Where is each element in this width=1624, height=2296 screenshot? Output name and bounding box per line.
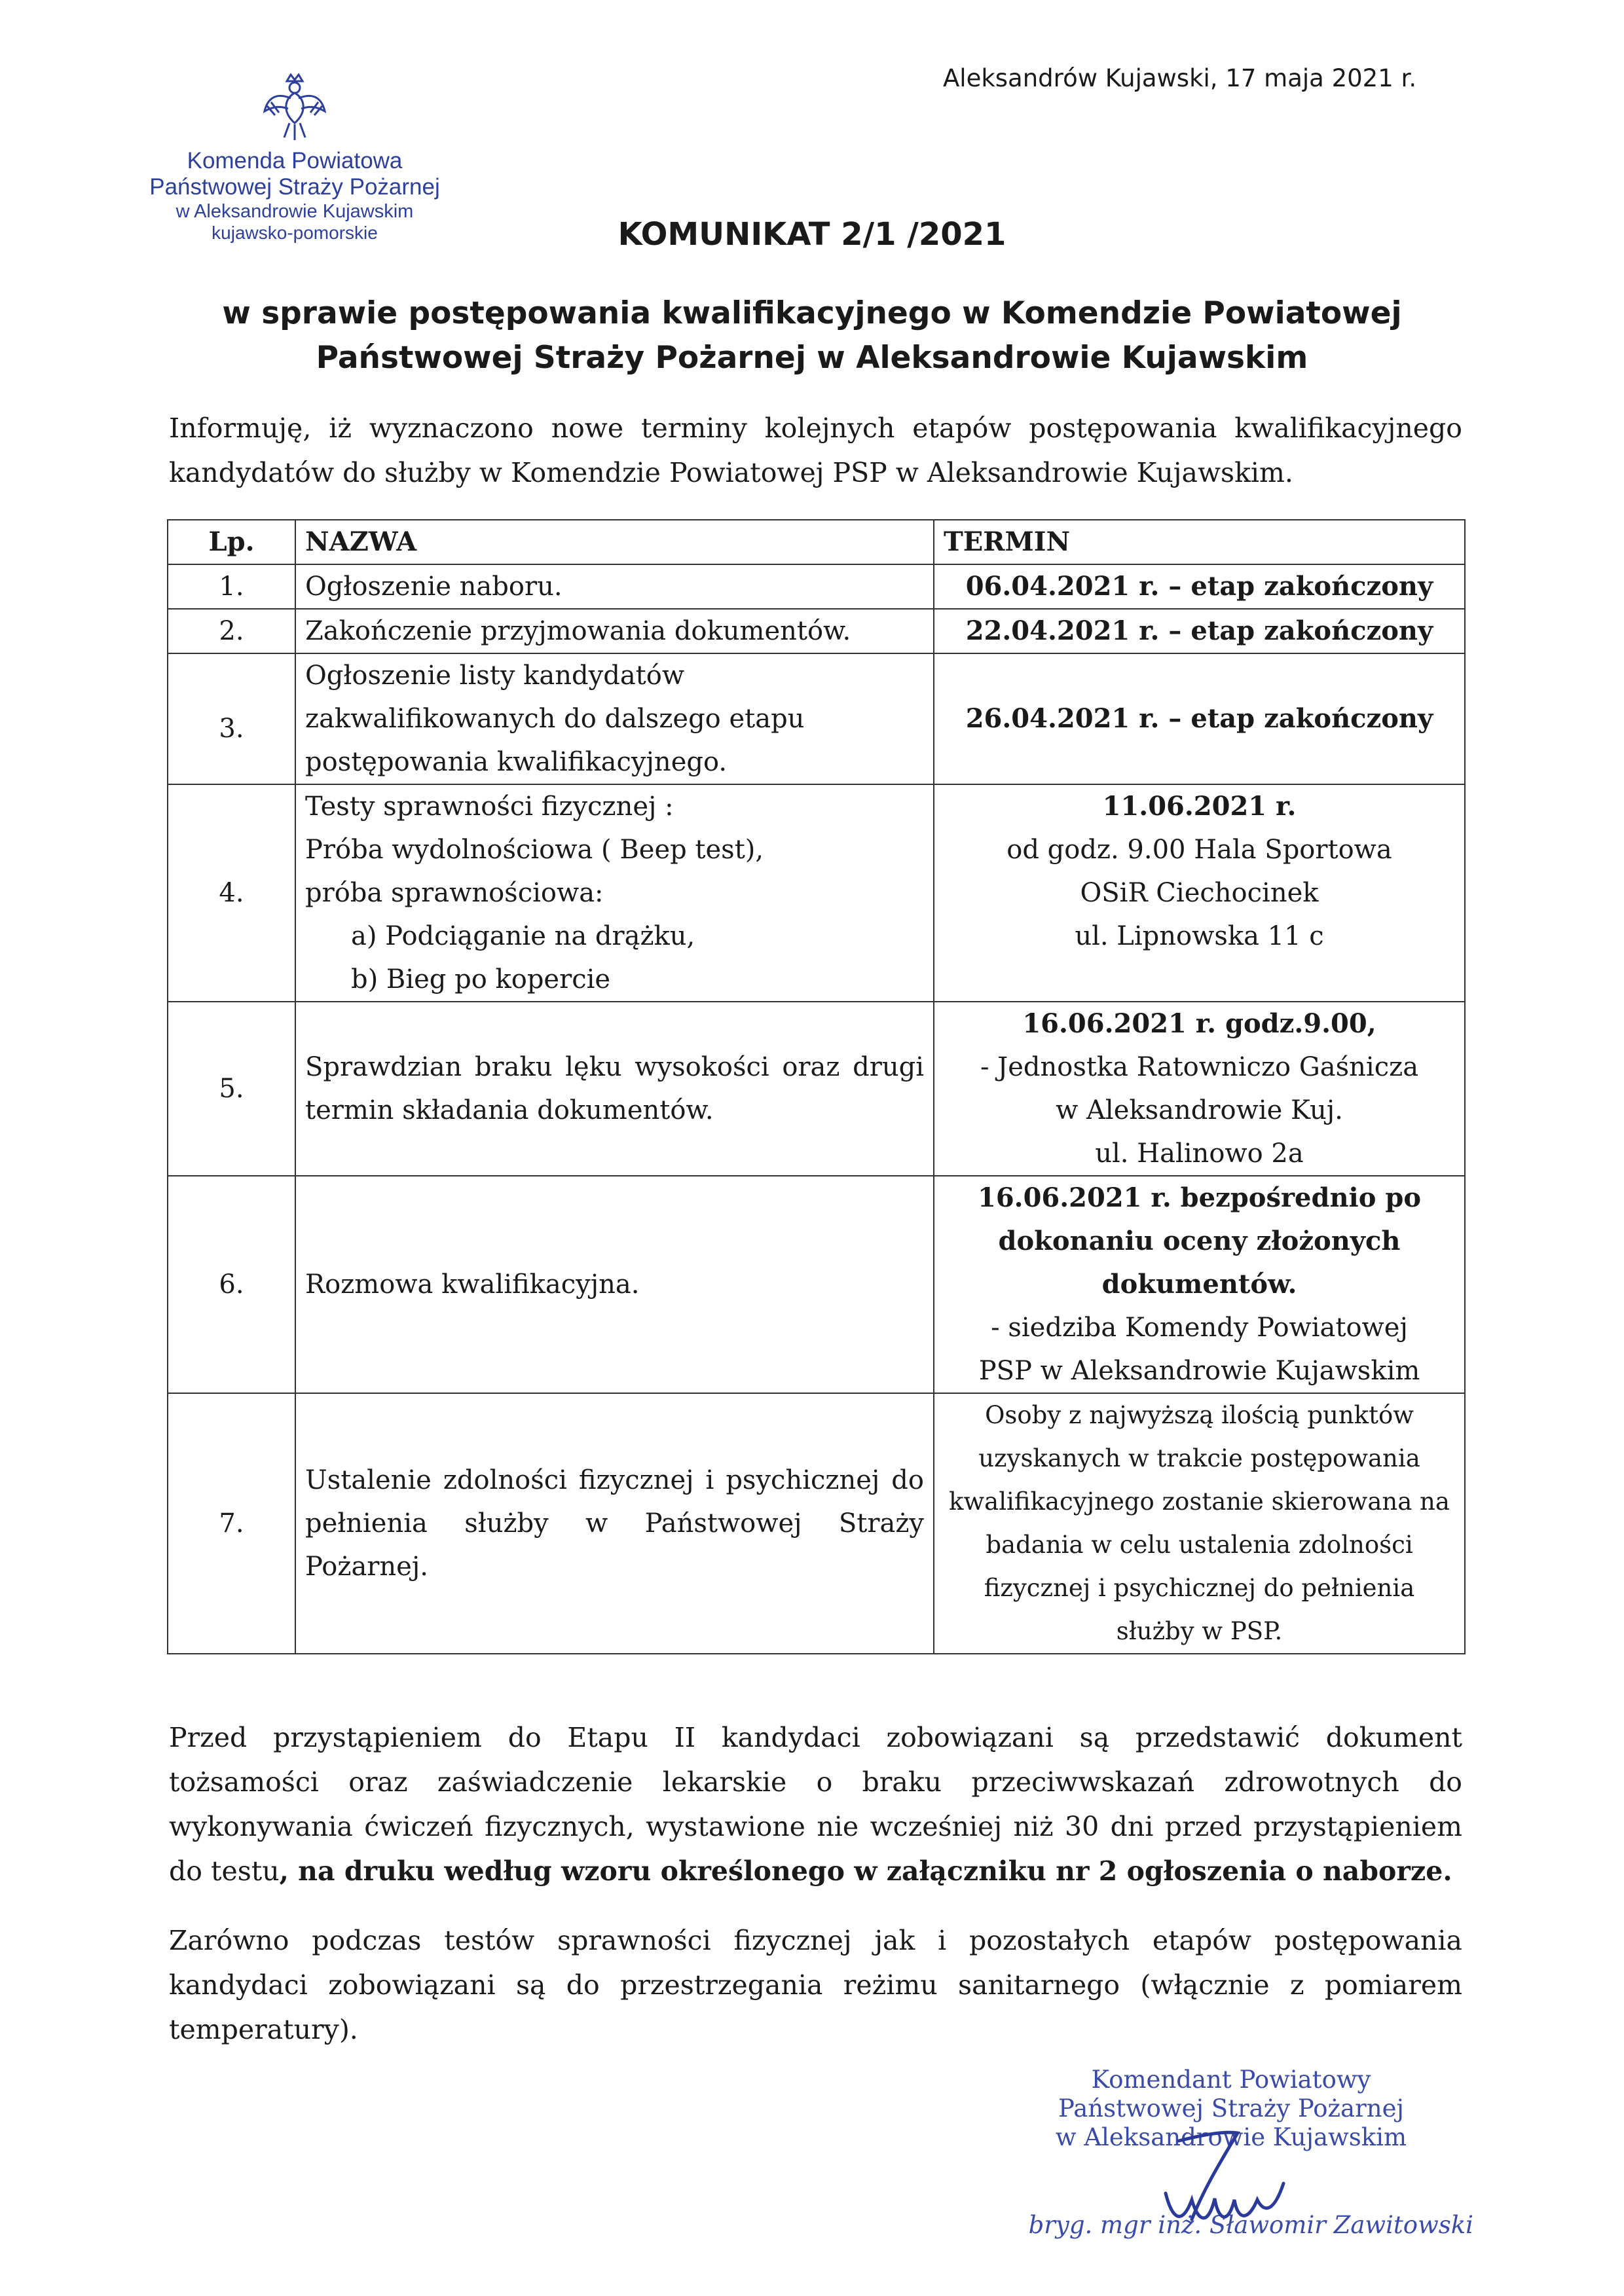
requirements-paragraph [169,1715,1462,1893]
stamp-line-1: Komenda Powiatowa [187,148,403,173]
row-term-line: badania w celu ustalenia zdolności [986,1531,1413,1559]
table-row [168,1393,1465,1654]
row-term-date: 16.06.2021 r. godz.9.00, [1022,1008,1376,1039]
row-name: Sprawdzian braku lęku wysokości oraz drugi termin składania dokumentów. [295,1002,934,1176]
row-lp: 4. [168,784,295,1002]
row-name: Zakończenie przyjmowania dokumentów. [295,609,934,653]
handwritten-signature-icon [1153,2121,1303,2239]
row-name: Ustalenie zdolności fizycznej i psychicznej do pełnienia służby w Państwowej Straży Pożarnej. [295,1393,934,1654]
row-term: 22.04.2021 r. – etap zakończony [934,609,1465,653]
row-name-line: postępowania kwalifikacyjnego. [305,747,728,777]
document-title: KOMUNIKAT 2/1 /2021 [618,216,1006,253]
row-term: 06.04.2021 r. – etap zakończony [934,564,1465,609]
row-name: Rozmowa kwalifikacyjna. [295,1176,934,1393]
stamp-line-4: kujawsko-pomorskie [212,223,378,243]
row-term-line: od godz. 9.00 Hala Sportowa [1006,835,1392,865]
signature-line-3: w Aleksandrowie Kujawskim [1055,2123,1407,2151]
row-name-line: Testy sprawności fizycznej : [305,792,674,822]
stamp-line-3: w Aleksandrowie Kujawskim [175,201,414,222]
row-name-line: Ogłoszenie listy kandydatów [305,661,685,691]
row-term-line: - Jednostka Ratowniczo Gaśnicza [980,1052,1419,1082]
row-name [295,784,934,1002]
row-term: 26.04.2021 r. – etap zakończony [934,653,1465,784]
table-row [168,564,1465,609]
row-term [934,1176,1465,1393]
table-header-row [168,520,1465,564]
row-term-date: dokonaniu oceny złożonych [998,1226,1401,1256]
schedule-table [167,519,1466,1654]
row-term-date: 11.06.2021 r. [1102,791,1297,822]
row-name-line: zakwalifikowanych do dalszego etapu [305,704,805,734]
row-term-line: uzyskanych w trakcie postępowania [978,1444,1420,1472]
row-term-date: dokumentów. [1101,1269,1297,1300]
row-term-line: ul. Lipnowska 11 c [1075,921,1324,951]
table-row [168,609,1465,653]
date-line: Aleksandrów Kujawski, 17 maja 2021 r. [943,64,1417,92]
row-lp: 7. [168,1393,295,1654]
signatory-name: bryg. mgr inż. Sławomir Zawitowski [1028,2211,1473,2239]
signature-line-1: Komendant Powiatowy [1091,2066,1371,2094]
row-name-line: Próba wydolnościowa ( Beep test), [305,835,764,865]
intro-paragraph: Informuję, iż wyznaczono nowe terminy kolejnych etapów postępowania kwalifikacyjnego kandydatów do służby w Komendzie Powiatowej PSP w Aleksandrowie Kujawskim. [169,412,1462,488]
row-term-line: PSP w Aleksandrowie Kujawskim [978,1356,1420,1386]
row-lp: 2. [168,609,295,653]
row-term-line: służby w PSP. [1116,1617,1283,1645]
row-term-line: - siedziba Komendy Powiatowej [991,1313,1408,1343]
row-term-line: w Aleksandrowie Kuj. [1056,1095,1343,1125]
row-name: Ogłoszenie naboru. [295,564,934,609]
table-row [168,1176,1465,1393]
signature-line-2: Państwowej Straży Pożarnej [1058,2094,1404,2123]
row-lp: 3. [168,653,295,784]
row-term-date: 16.06.2021 r. bezpośrednio po [977,1182,1421,1213]
table-row [168,1002,1465,1176]
row-term-line: kwalifikacyjnego zostanie skierowana na [949,1487,1450,1516]
requirements-text: Przed przystąpieniem do Etapu II kandydaci zobowiązani są przedstawić dokument tożsamości oraz zaświadczenie lekarskie o braku przeciwwskazań zdrowotnych do wykonywania ćwiczeń fizycznych, wystawione nie wcześniej niż 30 dni przed przystąpieniem do testu [169,1722,1462,1887]
row-term-line: fizycznej i psychicznej do pełnienia [984,1574,1415,1602]
row-sub-item: b) Bieg po kopercie [351,964,611,994]
row-term [934,1393,1465,1654]
row-name-line: próba sprawnościowa: [305,878,604,908]
row-sub-item: a) Podciąganie na drążku, [351,921,695,951]
row-term-line: ul. Halinowo 2a [1095,1139,1304,1169]
sanitary-paragraph: Zarówno podczas testów sprawności fizycznej jak i pozostałych etapów postępowania kandydaci zobowiązani są do przestrzegania reżimu sanitarnego (włącznie z pomiarem temperatury). [169,1925,1462,2045]
row-name [295,653,934,784]
eagle-emblem-icon [262,72,327,144]
row-term [934,1002,1465,1176]
stamp-line-2: Państwowej Straży Pożarnej [149,174,440,200]
row-lp: 1. [168,564,295,609]
row-term [934,784,1465,1002]
document-subtitle: w sprawie postępowania kwalifikacyjnego w Komendzie Powiatowej Państwowej Straży Pożarnej w Aleksandrowie Kujawskim [222,295,1402,376]
row-lp: 6. [168,1176,295,1393]
requirements-bold-text: , na druku według wzoru określonego w załączniku nr 2 ogłoszenia o naborze. [279,1855,1452,1887]
row-lp: 5. [168,1002,295,1176]
header-lp: Lp. [168,520,295,564]
table-row [168,653,1465,784]
row-term-line: OSiR Ciechocinek [1080,878,1319,908]
header-name: NAZWA [295,520,934,564]
header-term: TERMIN [934,520,1465,564]
row-term-line: Osoby z najwyższą ilością punktów [985,1401,1414,1429]
table-row [168,784,1465,1002]
